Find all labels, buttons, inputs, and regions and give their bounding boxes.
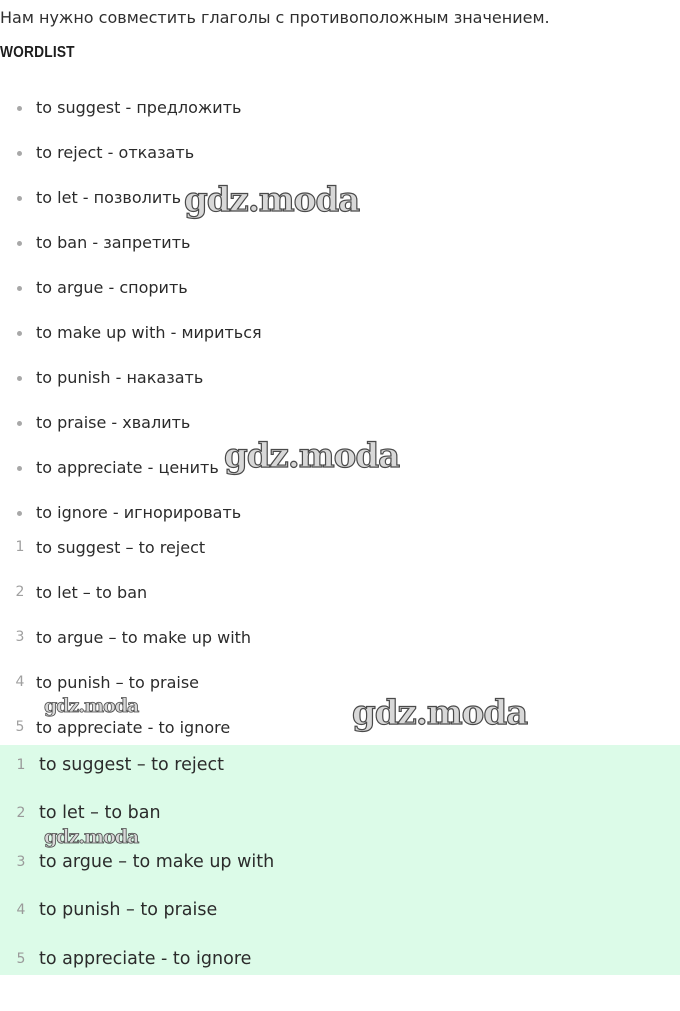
pair-number: 2	[15, 584, 25, 600]
list-item	[0, 355, 262, 400]
answer-text: to argue – to make up with	[39, 851, 275, 872]
pair-text: to punish – to praise	[36, 673, 199, 692]
bullet-icon	[17, 286, 22, 291]
pair-item	[0, 615, 251, 660]
watermark: gdz.moda	[224, 436, 400, 476]
bullet-icon	[17, 196, 22, 201]
answer-text: to punish – to praise	[39, 900, 218, 921]
pair-number: 5	[15, 719, 25, 735]
wordlist	[0, 85, 262, 535]
list-item-text: to ban - запретить	[36, 233, 191, 252]
list-item-text: to let - позволить	[36, 188, 182, 207]
answer-number: 3	[16, 853, 26, 870]
answer-item	[0, 745, 274, 793]
pair-item	[0, 570, 251, 615]
list-item-text: to suggest - предложить	[36, 98, 242, 117]
pair-item	[0, 705, 251, 750]
list-item-text: to praise - хвалить	[36, 413, 191, 432]
answer-number: 2	[16, 805, 26, 822]
answer-number: 1	[16, 757, 26, 773]
list-item	[0, 310, 262, 355]
list-item	[0, 265, 262, 310]
pair-text: to let – to ban	[36, 583, 148, 602]
answer-text: to suggest – to reject	[39, 755, 224, 775]
wordlist-heading: WORDLIST	[0, 44, 75, 61]
answer-list	[0, 745, 274, 987]
answer-number: 5	[16, 950, 26, 967]
bullet-icon	[17, 331, 22, 336]
watermark: gdz.moda	[44, 695, 139, 717]
bullet-icon	[17, 511, 22, 516]
answer-text: to appreciate - to ignore	[39, 948, 252, 969]
pair-number: 1	[15, 539, 25, 555]
bullet-icon	[17, 151, 22, 156]
list-item-text: to punish - наказать	[36, 368, 204, 387]
bullet-icon	[17, 466, 22, 471]
list-item-text: to argue - спорить	[36, 278, 188, 297]
pair-text: to appreciate - to ignore	[36, 718, 231, 737]
list-item	[0, 130, 262, 175]
pair-item	[0, 660, 251, 705]
answer-box	[0, 745, 680, 975]
pair-number: 4	[15, 674, 25, 690]
answer-number: 4	[16, 902, 26, 919]
answer-item	[0, 890, 274, 938]
bullet-icon	[17, 376, 22, 381]
list-item-text: to make up with - мириться	[36, 323, 262, 342]
watermark: gdz.moda	[44, 826, 139, 848]
answer-item	[0, 793, 274, 841]
list-item	[0, 220, 262, 265]
list-item-text: to appreciate - ценить	[36, 458, 219, 477]
list-item	[0, 400, 262, 445]
bullet-icon	[17, 106, 22, 111]
bullet-icon	[17, 421, 22, 426]
list-item-text: to reject - отказать	[36, 143, 195, 162]
answer-text: to let – to ban	[39, 803, 161, 824]
intro-text: Нам нужно совместить глаголы с противоположным значением.	[0, 8, 550, 27]
list-item	[0, 85, 262, 130]
pair-text: to suggest – to reject	[36, 538, 206, 557]
list-item	[0, 445, 262, 490]
pairs-list	[0, 525, 251, 750]
pair-number: 3	[15, 629, 25, 645]
pair-item	[0, 525, 251, 570]
watermark: gdz.moda	[352, 693, 528, 733]
watermark: gdz.moda	[184, 180, 360, 220]
answer-item	[0, 842, 274, 890]
bullet-icon	[17, 241, 22, 246]
list-item-text: to ignore - игнорировать	[36, 503, 242, 522]
answer-item	[0, 939, 274, 987]
list-item	[0, 175, 262, 220]
pair-text: to argue – to make up with	[36, 628, 252, 647]
